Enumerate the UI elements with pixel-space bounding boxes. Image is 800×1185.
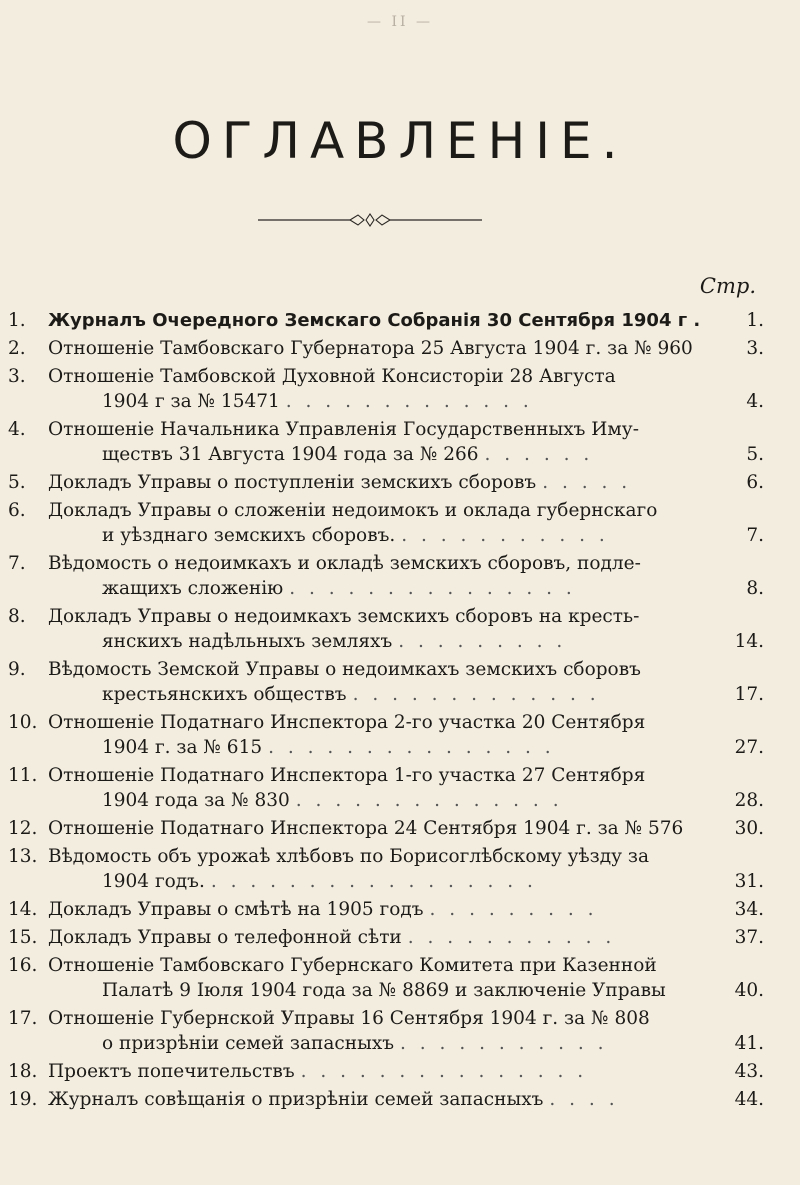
dot-leader: . . . . — [549, 1089, 619, 1110]
toc-entry-line: Журналъ совѣщанія о призрѣніи семей запасныхъ . . . . — [48, 1089, 619, 1110]
toc-entry — [0, 710, 800, 763]
toc-entry-line: Докладъ Управы о телефонной сѣти . . . . . . . . . . . — [48, 927, 616, 948]
toc-entry-page: 30. — [734, 818, 764, 839]
toc-entry-page: 5. — [746, 444, 764, 465]
toc-entry — [0, 470, 800, 498]
toc-entry-number: 6. — [8, 500, 26, 521]
toc-entry-page: 7. — [746, 525, 764, 546]
toc-entry-page: 31. — [734, 871, 764, 892]
toc-entry-number: 15. — [8, 927, 38, 948]
toc-entry — [0, 953, 800, 1006]
toc-entry-line: янскихъ надѣльныхъ земляхъ . . . . . . . . . — [102, 631, 567, 652]
toc-entry-number: 16. — [8, 955, 38, 976]
toc-entry-title — [48, 844, 712, 894]
toc-entry-number: 7. — [8, 553, 26, 574]
toc-entry-line: о призрѣніи семей запасныхъ . . . . . . . . . . . — [102, 1033, 608, 1054]
dot-leader: . . . . . . . . . . . . . . — [295, 790, 563, 811]
toc-entry-title — [48, 1006, 712, 1056]
dot-leader: . . . . . — [542, 472, 632, 493]
toc-entry-page: 34. — [734, 899, 764, 920]
dot-leader: . . . . . . — [484, 444, 594, 465]
toc-entry-title — [48, 604, 712, 654]
toc-entry — [0, 1006, 800, 1059]
toc-entry — [0, 763, 800, 816]
toc-entry — [0, 1087, 800, 1115]
toc-entry-line: Отношеніе Податнаго Инспектора 24 Сентября 1904 г. за № 576 — [48, 818, 684, 839]
toc-entry-line: Отношеніе Податнаго Инспектора 2-го участка 20 Сентября — [48, 712, 646, 733]
toc-entry — [0, 816, 800, 844]
toc-entry-line: Докладъ Управы о смѣтѣ на 1905 годъ . . . . . . . . . — [48, 899, 598, 920]
toc-entry — [0, 336, 800, 364]
toc-entry-page: 28. — [734, 790, 764, 811]
dot-leader: . . . . . . . . . . . . . . . — [289, 578, 576, 599]
page-column-label: Стр. — [699, 274, 756, 298]
toc-entry-number: 3. — [8, 366, 26, 387]
toc-entry-line: Вѣдомость объ урожаѣ хлѣбовъ по Борисоглѣбскому уѣзду за — [48, 846, 650, 867]
toc-entry-number: 10. — [8, 712, 38, 733]
toc-entry-number: 19. — [8, 1089, 38, 1110]
toc-entry-line: крестьянскихъ обществъ . . . . . . . . . . . . . — [102, 684, 600, 705]
toc-entry-line: Отношеніе Губернской Управы 16 Сентября 1904 г. за № 808 — [48, 1008, 650, 1029]
toc-entry-page: 44. — [734, 1089, 764, 1110]
toc-entry-title — [48, 710, 712, 760]
toc-entry-page: 4. — [746, 391, 764, 412]
dot-leader: . . . . . . . . . . . — [401, 525, 609, 546]
toc-entry-line: Журналъ Очередного Земскаго Собранія 30 Сентября 1904 г . — [48, 310, 701, 331]
toc-entry-title — [48, 498, 712, 548]
toc-entry-line: Палатѣ 9 Іюля 1904 года за № 8869 и заключеніе Управы — [102, 980, 666, 1001]
toc-entry-number: 12. — [8, 818, 38, 839]
toc-entry-title — [48, 308, 712, 333]
toc-entry-line: 1904 г. за № 615 . . . . . . . . . . . . . . . — [102, 737, 555, 758]
toc-entry-line: Вѣдомость Земской Управы о недоимкахъ земскихъ сборовъ — [48, 659, 641, 680]
toc-entry-line: 1904 года за № 830 . . . . . . . . . . . . . . — [102, 790, 563, 811]
toc-entry — [0, 551, 800, 604]
toc-entry-page: 6. — [746, 472, 764, 493]
toc-entry-line: Докладъ Управы о сложеніи недоимокъ и оклада губернскаго — [48, 500, 658, 521]
toc-entry-title — [48, 1059, 712, 1084]
toc-entry-title — [48, 1087, 712, 1112]
toc-entry — [0, 308, 800, 336]
toc-entry-title — [48, 657, 712, 707]
toc-entry-title — [48, 763, 712, 813]
toc-entry-line: Проектъ попечительствъ . . . . . . . . . . . . . . . — [48, 1061, 588, 1082]
toc-entry-title — [48, 336, 712, 361]
dot-leader: . . . . . . . . . . . . . — [352, 684, 600, 705]
toc-entry-page: 3. — [746, 338, 764, 359]
toc-entry-page: 1. — [746, 310, 764, 331]
toc-entry-title — [48, 551, 712, 601]
toc-entry-line: и уѣзднаго земскихъ сборовъ. . . . . . . . . . . . — [102, 525, 609, 546]
title-divider-ornament — [258, 213, 482, 227]
toc-entry-title — [48, 897, 712, 922]
toc-entry — [0, 897, 800, 925]
dot-leader: . . . . . . . . . . . — [400, 1033, 608, 1054]
toc-entry-title — [48, 364, 712, 414]
toc-entry-line: Вѣдомость о недоимкахъ и окладѣ земскихъ сборовъ, подле- — [48, 553, 641, 574]
toc-entry — [0, 1059, 800, 1087]
dot-leader: . . . . . . . . . . . . . . . — [300, 1061, 588, 1082]
dot-leader: . . . . . . . . . . . . . . . . . — [210, 871, 537, 892]
toc-entry-number: 5. — [8, 472, 26, 493]
toc-entry-number: 4. — [8, 419, 26, 440]
document-title: ОГЛАВЛЕНІЕ. — [172, 112, 628, 170]
toc-entry-number: 2. — [8, 338, 26, 359]
toc-entry-title — [48, 470, 712, 495]
toc-entry-number: 14. — [8, 899, 38, 920]
toc-entry-number: 9. — [8, 659, 26, 680]
toc-entry-line: Отношеніе Тамбовскаго Губернатора 25 Августа 1904 г. за № 960 — [48, 338, 693, 359]
toc-entry-page: 37. — [734, 927, 764, 948]
toc-entry — [0, 657, 800, 710]
toc-entry-line: Отношеніе Тамбовской Духовной Консисторіи 28 Августа — [48, 366, 616, 387]
toc-entry-line: жащихъ сложенію . . . . . . . . . . . . . . . — [102, 578, 576, 599]
dot-leader: . . . . . . . . . . . . . — [285, 391, 533, 412]
toc-entry-line: Докладъ Управы о поступленіи земскихъ сборовъ . . . . . — [48, 472, 632, 493]
toc-entry-title — [48, 417, 712, 467]
dot-leader: . . . . . . . . . . . — [407, 927, 616, 948]
toc-entry-title — [48, 816, 712, 841]
toc-entry — [0, 604, 800, 657]
toc-entry-page: 43. — [734, 1061, 764, 1082]
toc-entry-page: 41. — [734, 1033, 764, 1054]
toc-entry-line: Отношеніе Тамбовскаго Губернскаго Комитета при Казенной — [48, 955, 657, 976]
toc-entry-number: 18. — [8, 1061, 38, 1082]
toc-entry-number: 8. — [8, 606, 26, 627]
page-number: — II — — [367, 14, 433, 30]
toc-entry-number: 13. — [8, 846, 38, 867]
dot-leader: . . . . . . . . . . . . . . . — [268, 737, 555, 758]
toc-entry — [0, 417, 800, 470]
toc-entry-number: 17. — [8, 1008, 38, 1029]
toc-entry-line: 1904 г за № 15471 . . . . . . . . . . . . . — [102, 391, 533, 412]
toc-entry-number: 1. — [8, 310, 26, 331]
toc-entry-title — [48, 953, 712, 1003]
toc-entry-line: 1904 годъ. . . . . . . . . . . . . . . . . . — [102, 871, 537, 892]
dot-leader: . . . . . . . . . — [429, 899, 598, 920]
toc-entry-number: 11. — [8, 765, 38, 786]
toc-entry-page: 17. — [734, 684, 764, 705]
table-of-contents — [0, 308, 800, 1115]
toc-entry-title — [48, 925, 712, 950]
toc-entry-line: Отношеніе Податнаго Инспектора 1-го участка 27 Сентября — [48, 765, 646, 786]
toc-entry-line: Докладъ Управы о недоимкахъ земскихъ сборовъ на кресть- — [48, 606, 640, 627]
toc-entry-page: 40. — [734, 980, 764, 1001]
toc-entry — [0, 844, 800, 897]
dot-leader: . . . . . . . . . — [398, 631, 567, 652]
toc-entry-page: 14. — [734, 631, 764, 652]
toc-entry-page: 8. — [746, 578, 764, 599]
toc-entry — [0, 925, 800, 953]
toc-entry-page: 27. — [734, 737, 764, 758]
toc-entry — [0, 364, 800, 417]
toc-entry — [0, 498, 800, 551]
toc-entry-line: ществъ 31 Августа 1904 года за № 266 . . . . . . — [102, 444, 594, 465]
toc-entry-line: Отношеніе Начальника Управленія Государственныхъ Иму- — [48, 419, 639, 440]
